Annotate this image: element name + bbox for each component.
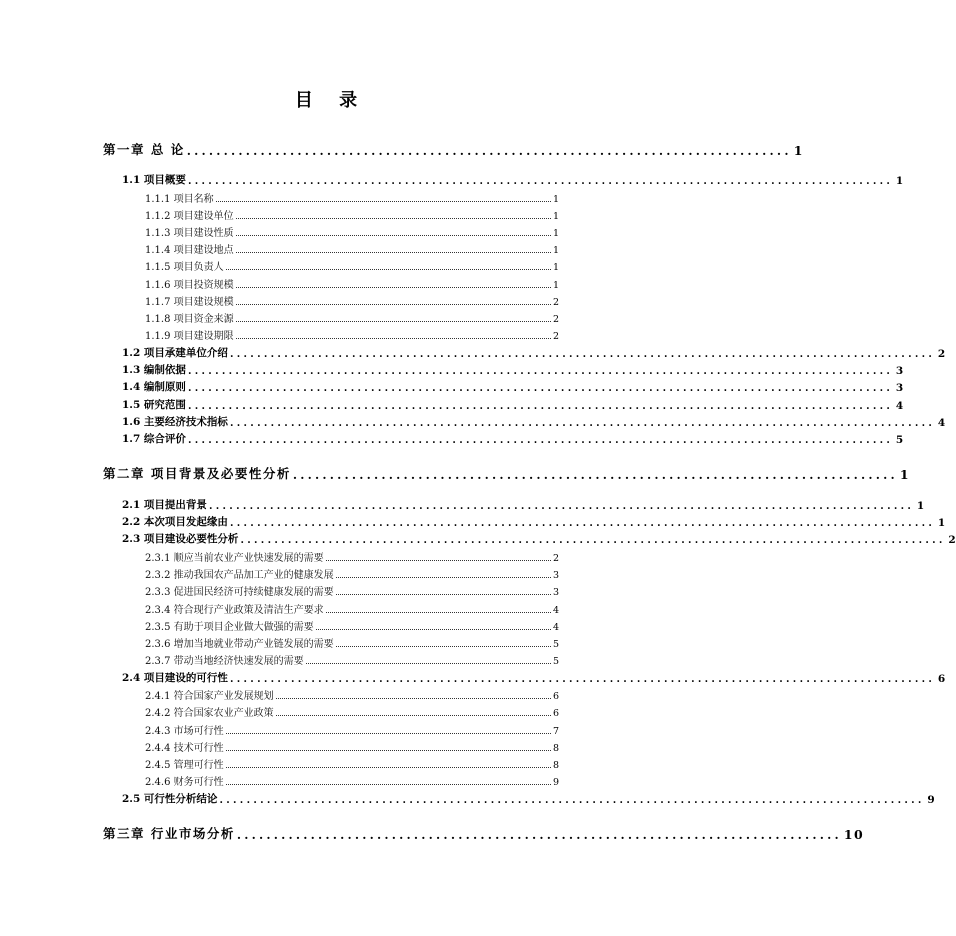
toc-chapter-1[interactable]: [103, 140, 804, 158]
section-label: 1.2 项目承建单位介绍: [122, 347, 228, 359]
dot-leader: ........................................................................................................: [187, 401, 894, 412]
toc-subsection[interactable]: [145, 223, 559, 239]
toc-subsection[interactable]: [145, 292, 559, 308]
section-label: 2.5 可行性分析结论: [122, 793, 218, 805]
subsection-label: 2.4.2 符合国家农业产业政策: [145, 708, 274, 719]
dot-leader: [236, 337, 551, 339]
subsection-page: 8: [552, 760, 559, 771]
section-page: 3: [895, 382, 904, 394]
chapter-label: 第三章 行业市场分析: [103, 826, 235, 841]
section-label: 1.5 研究范围: [122, 399, 186, 411]
dot-leader: [276, 697, 551, 699]
toc-subsection[interactable]: [145, 565, 559, 581]
toc-subsection[interactable]: [145, 582, 559, 598]
section-label: 1.3 编制依据: [122, 364, 186, 376]
chapter-page: 10: [843, 827, 865, 842]
subsection-page: 1: [552, 211, 559, 222]
toc-subsection[interactable]: [145, 686, 559, 702]
dot-leader: [236, 303, 551, 305]
dot-leader: ........................................................................................................: [229, 349, 936, 360]
subsection-page: 1: [552, 280, 559, 291]
dot-leader: [336, 645, 551, 647]
dot-leader: ........................................................................................................: [187, 435, 894, 446]
dot-leader: ........................................................................................................: [208, 501, 915, 512]
section-page: 2: [937, 348, 946, 360]
toc-subsection[interactable]: [145, 309, 559, 325]
toc-subsection[interactable]: [145, 772, 559, 788]
dot-leader: [226, 732, 551, 734]
subsection-label: 2.4.6 财务可行性: [145, 777, 224, 788]
dot-leader: [306, 662, 551, 664]
section-page: 3: [895, 365, 904, 377]
toc-section[interactable]: [122, 361, 904, 377]
section-label: 1.4 编制原则: [122, 381, 186, 393]
dot-leader: [236, 234, 551, 236]
toc-section[interactable]: [122, 790, 935, 806]
subsection-page: 1: [552, 194, 559, 205]
subsection-page: 2: [552, 314, 559, 325]
section-page: 5: [895, 434, 904, 446]
toc-subsection[interactable]: [145, 240, 559, 256]
toc-section[interactable]: [122, 530, 956, 546]
toc-chapter-2[interactable]: [103, 464, 911, 482]
section-label: 2.2 本次项目发起缘由: [122, 516, 228, 528]
dot-leader: ..................................................................................: [292, 468, 898, 482]
subsection-page: 7: [552, 726, 559, 737]
toc-subsection[interactable]: [145, 548, 559, 564]
toc-section[interactable]: [122, 496, 925, 512]
section-page: 2: [948, 534, 956, 546]
dot-leader: [326, 559, 551, 561]
subsection-label: 2.4.3 市场可行性: [145, 726, 224, 737]
subsection-page: 2: [552, 297, 559, 308]
dot-leader: [226, 766, 551, 768]
chapter-label: 第二章 项目背景及必要性分析: [103, 466, 291, 481]
dot-leader: ........................................................................................................: [187, 383, 894, 394]
section-page: 9: [927, 794, 935, 806]
toc-section[interactable]: [122, 669, 946, 685]
subsection-label: 2.3.7 带动当地经济快速发展的需要: [145, 656, 304, 667]
subsection-page: 1: [552, 262, 559, 273]
subsection-label: 2.3.1 顺应当前农业产业快速发展的需要: [145, 553, 324, 564]
toc-subsection[interactable]: [145, 189, 559, 205]
dot-leader: ........................................................................................................: [229, 518, 936, 529]
toc-subsection[interactable]: [145, 738, 559, 754]
subsection-page: 6: [552, 691, 559, 702]
subsection-label: 2.3.3 促进国民经济可持续健康发展的需要: [145, 587, 334, 598]
toc-subsection[interactable]: [145, 206, 559, 222]
subsection-label: 2.3.6 增加当地就业带动产业链发展的需要: [145, 639, 334, 650]
subsection-page: 5: [552, 656, 559, 667]
subsection-label: 2.4.4 技术可行性: [145, 743, 224, 754]
dot-leader: ..................................................................................: [236, 828, 842, 842]
toc-section[interactable]: [122, 513, 946, 529]
dot-leader: [236, 251, 551, 253]
dot-leader: [336, 576, 551, 578]
chapter-label: 第一章 总 论: [103, 142, 185, 157]
subsection-label: 1.1.5 项目负责人: [145, 262, 224, 273]
subsection-label: 1.1.4 项目建设地点: [145, 245, 234, 256]
subsection-label: 1.1.3 项目建设性质: [145, 228, 234, 239]
dot-leader: [216, 200, 551, 202]
subsection-page: 4: [552, 622, 559, 633]
dot-leader: ........................................................................................................: [187, 176, 894, 187]
toc-subsection[interactable]: [145, 600, 559, 616]
chapter-page: 1: [793, 143, 804, 158]
dot-leader: ........................................................................................................: [219, 795, 925, 806]
toc-section[interactable]: [122, 396, 904, 412]
subsection-page: 1: [552, 228, 559, 239]
toc-subsection[interactable]: [145, 275, 559, 291]
section-page: 6: [937, 673, 946, 685]
subsection-page: 5: [552, 639, 559, 650]
section-label: 1.6 主要经济技术指标: [122, 416, 228, 428]
toc-chapter-3[interactable]: [103, 824, 865, 842]
dot-leader: [276, 714, 551, 716]
dot-leader: [226, 749, 551, 751]
dot-leader: ........................................................................................................: [240, 535, 946, 546]
dot-leader: [236, 320, 551, 322]
dot-leader: [236, 217, 551, 219]
toc-section[interactable]: [122, 378, 904, 394]
subsection-page: 2: [552, 553, 559, 564]
subsection-label: 1.1.6 项目投资规模: [145, 280, 234, 291]
toc-subsection[interactable]: [145, 634, 559, 650]
section-page: 1: [895, 175, 904, 187]
section-label: 1.7 综合评价: [122, 433, 186, 445]
toc-subsection[interactable]: [145, 257, 559, 273]
toc-subsection[interactable]: [145, 755, 559, 771]
subsection-label: 2.4.5 管理可行性: [145, 760, 224, 771]
toc-subsection[interactable]: [145, 703, 559, 719]
subsection-label: 1.1.2 项目建设单位: [145, 211, 234, 222]
subsection-page: 3: [552, 587, 559, 598]
subsection-page: 2: [552, 331, 559, 342]
subsection-label: 1.1.1 项目名称: [145, 194, 214, 205]
dot-leader: [226, 783, 551, 785]
dot-leader: ........................................................................................................: [229, 674, 936, 685]
toc-subsection[interactable]: [145, 651, 559, 667]
dot-leader: [236, 286, 551, 288]
toc-subsection[interactable]: [145, 326, 559, 342]
toc-section[interactable]: [122, 344, 946, 360]
section-page: 4: [937, 417, 946, 429]
subsection-label: 2.3.4 符合现行产业政策及清洁生产要求: [145, 605, 324, 616]
section-page: 1: [937, 517, 946, 529]
subsection-page: 8: [552, 743, 559, 754]
section-page: 4: [895, 400, 904, 412]
section-label: 2.4 项目建设的可行性: [122, 672, 228, 684]
section-page: 1: [916, 500, 925, 512]
dot-leader: [336, 593, 551, 595]
dot-leader: ........................................................................................................: [187, 366, 894, 377]
dot-leader: [316, 628, 551, 630]
subsection-page: 6: [552, 708, 559, 719]
toc-subsection[interactable]: [145, 721, 559, 737]
subsection-label: 1.1.9 项目建设期限: [145, 331, 234, 342]
subsection-label: 2.3.5 有助于项目企业做大做强的需要: [145, 622, 314, 633]
chapter-page: 1: [899, 467, 911, 482]
subsection-label: 2.3.2 推动我国农产品加工产业的健康发展: [145, 570, 334, 581]
subsection-label: 2.4.1 符合国家产业发展规划: [145, 691, 274, 702]
subsection-label: 1.1.7 项目建设规模: [145, 297, 234, 308]
dot-leader: [326, 611, 551, 613]
section-label: 1.1 项目概要: [122, 174, 186, 186]
dot-leader: ........................................................................................................: [229, 418, 936, 429]
subsection-page: 1: [552, 245, 559, 256]
subsection-page: 3: [552, 570, 559, 581]
toc-section[interactable]: [122, 413, 946, 429]
toc-subsection[interactable]: [145, 617, 559, 633]
toc-title: 目 录: [294, 90, 368, 111]
subsection-page: 4: [552, 605, 559, 616]
section-label: 2.1 项目提出背景: [122, 499, 207, 511]
dot-leader: ..................................................................................: [186, 144, 792, 158]
subsection-page: 9: [552, 777, 559, 788]
subsection-label: 1.1.8 项目资金来源: [145, 314, 234, 325]
section-label: 2.3 项目建设必要性分析: [122, 533, 239, 545]
toc-section[interactable]: [122, 430, 904, 446]
dot-leader: [226, 268, 551, 270]
toc-section[interactable]: [122, 171, 904, 187]
